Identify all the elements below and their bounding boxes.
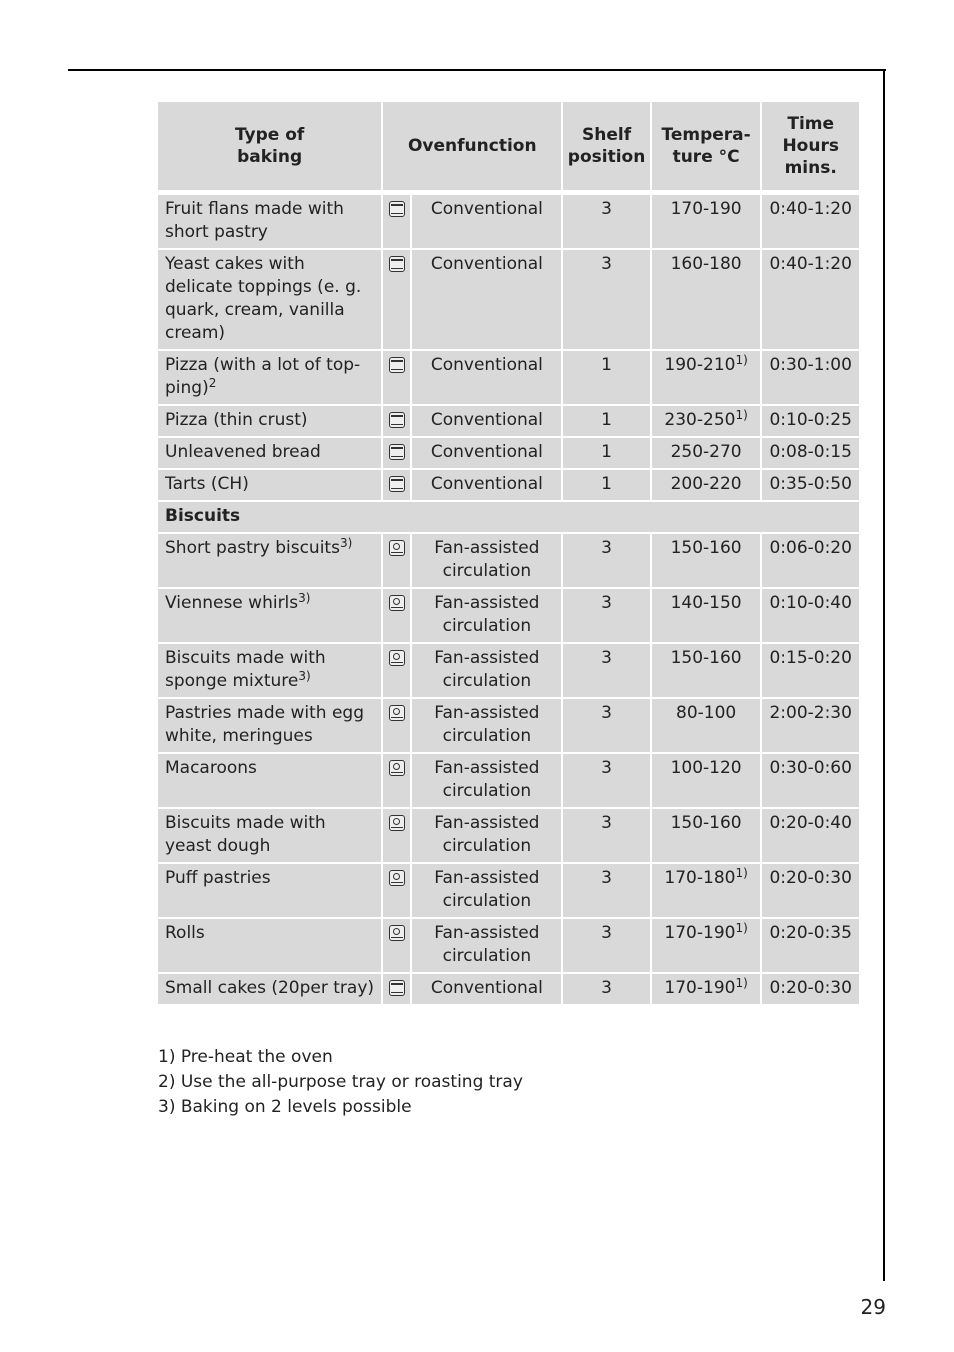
type-text: Fruit flans made with short pastry [165,199,344,242]
header-ovenfunction: Ovenfunction [383,102,561,193]
cell-temperature [652,919,761,972]
cell-type [158,250,381,349]
cell-function: Fan-assisted circulation [412,864,561,917]
temperature-text: 190-210 [664,355,736,375]
cell-time: 0:08-0:15 [762,438,859,468]
cell-time: 0:20-0:30 [762,974,859,1004]
table-body-biscuits [158,534,859,1004]
temperature-footnote: 1) [735,976,748,990]
type-text: Puff pastries [165,868,271,888]
header-type: Type of baking [158,102,381,193]
cell-shelf: 1 [563,406,650,436]
temperature-text: 150-160 [670,813,742,833]
cell-icon [383,864,410,917]
cell-shelf: 3 [563,974,650,1004]
cell-time: 0:30-0:60 [762,754,859,807]
table-section-biscuits [158,502,859,532]
cell-icon [383,644,410,697]
table-row [158,754,859,807]
cell-temperature [652,589,761,642]
cell-type [158,534,381,587]
cell-temperature [652,195,761,248]
cell-function: Conventional [412,195,561,248]
cell-shelf: 3 [563,644,650,697]
type-footnote: 3) [298,669,311,683]
temperature-text: 150-160 [670,648,742,668]
cell-type [158,406,381,436]
cell-shelf: 1 [563,470,650,500]
table-row [158,195,859,248]
cell-temperature [652,864,761,917]
footnote-3: 3) Baking on 2 levels possible [158,1097,412,1117]
cell-shelf: 3 [563,864,650,917]
type-footnote: 3) [298,591,311,605]
type-text: Small cakes (20per tray) [165,978,375,998]
temperature-text: 170-180 [664,868,736,888]
top-rule [68,69,886,71]
cell-temperature [652,644,761,697]
temperature-footnote: 1) [735,408,748,422]
cell-function: Conventional [412,351,561,404]
cell-icon [383,406,410,436]
fan-circulation-icon [389,815,405,831]
fan-circulation-icon [389,870,405,886]
cell-function: Fan-assisted circulation [412,919,561,972]
baking-table [156,100,861,1006]
cell-shelf: 3 [563,699,650,752]
table-row [158,250,859,349]
cell-function: Conventional [412,974,561,1004]
cell-temperature [652,351,761,404]
type-footnote: 2 [208,376,217,390]
temperature-text: 170-190 [670,199,742,219]
temperature-footnote: 1) [735,353,748,367]
cell-shelf: 3 [563,809,650,862]
cell-type [158,351,381,404]
cell-function: Conventional [412,406,561,436]
cell-temperature [652,438,761,468]
cell-function: Fan-assisted circulation [412,809,561,862]
cell-type [158,974,381,1004]
section-label: Biscuits [158,502,859,532]
cell-type [158,589,381,642]
cell-time: 0:40-1:20 [762,250,859,349]
type-text: Biscuits made with yeast dough [165,813,326,856]
cell-icon [383,589,410,642]
temperature-text: 150-160 [670,538,742,558]
table-row [158,864,859,917]
temperature-text: 170-190 [664,978,736,998]
cell-icon [383,195,410,248]
type-text: Macaroons [165,758,257,778]
cell-time: 0:06-0:20 [762,534,859,587]
cell-function: Fan-assisted circulation [412,534,561,587]
table-row [158,644,859,697]
cell-temperature [652,534,761,587]
table-row [158,534,859,587]
cell-time: 0:20-0:40 [762,809,859,862]
type-footnote: 3) [339,536,353,550]
cell-temperature [652,250,761,349]
type-text: Biscuits made with sponge mixture [165,648,326,691]
table-row [158,919,859,972]
cell-icon [383,351,410,404]
fan-circulation-icon [389,760,405,776]
table-row [158,974,859,1004]
table-row [158,438,859,468]
temperature-text: 160-180 [670,254,742,274]
cell-type [158,809,381,862]
cell-time: 2:00-2:30 [762,699,859,752]
page-number: 29 [860,1295,886,1319]
type-text: Viennese whirls [165,593,299,613]
cell-type [158,644,381,697]
cell-temperature [652,699,761,752]
table-row [158,699,859,752]
cell-icon [383,754,410,807]
cell-shelf: 3 [563,250,650,349]
cell-time: 0:30-1:00 [762,351,859,404]
conventional-heat-icon [389,476,405,492]
temperature-text: 170-190 [664,923,736,943]
fan-circulation-icon [389,925,405,941]
table-row [158,406,859,436]
cell-type [158,919,381,972]
cell-icon [383,470,410,500]
footnote-2: 2) Use the all-purpose tray or roasting tray [158,1072,523,1092]
cell-function: Fan-assisted circulation [412,699,561,752]
cell-shelf: 3 [563,754,650,807]
type-text: Yeast cakes with delicate toppings (e. g. quark, cream, vanilla cream) [165,254,362,343]
conventional-heat-icon [389,980,405,996]
temperature-text: 100-120 [670,758,742,778]
cell-icon [383,250,410,349]
header-shelf: Shelf position [563,102,650,193]
temperature-text: 80-100 [676,703,737,723]
cell-type [158,754,381,807]
footnote-1: 1) Pre-heat the oven [158,1047,333,1067]
header-temperature: Tempera- ture °C [652,102,761,193]
cell-temperature [652,809,761,862]
cell-shelf: 3 [563,195,650,248]
fan-circulation-icon [389,650,405,666]
table-row [158,351,859,404]
temperature-text: 140-150 [670,593,742,613]
section-row [158,502,859,532]
type-text: Rolls [165,923,205,943]
cell-time: 0:10-0:25 [762,406,859,436]
table-body-cakes [158,195,859,500]
cell-type [158,195,381,248]
conventional-heat-icon [389,444,405,460]
cell-temperature [652,754,761,807]
cell-type [158,470,381,500]
cell-icon [383,919,410,972]
type-text: Tarts (CH) [165,474,249,494]
cell-function: Fan-assisted circulation [412,644,561,697]
cell-function: Conventional [412,470,561,500]
temperature-footnote: 1) [735,866,748,880]
conventional-heat-icon [389,412,405,428]
cell-shelf: 3 [563,589,650,642]
type-text: Short pastry biscuits [165,538,340,558]
cell-function: Conventional [412,250,561,349]
cell-time: 0:40-1:20 [762,195,859,248]
conventional-heat-icon [389,357,405,373]
cell-shelf: 3 [563,919,650,972]
table-row [158,589,859,642]
conventional-heat-icon [389,256,405,272]
temperature-footnote: 1) [735,921,748,935]
conventional-heat-icon [389,201,405,217]
type-text: Pastries made with egg white, meringues [165,703,365,746]
cell-function: Fan-assisted circulation [412,589,561,642]
cell-time: 0:10-0:40 [762,589,859,642]
header-time: Time Hours mins. [762,102,859,193]
cell-shelf: 1 [563,438,650,468]
cell-time: 0:15-0:20 [762,644,859,697]
cell-function: Conventional [412,438,561,468]
fan-circulation-icon [389,540,405,556]
cell-shelf: 3 [563,534,650,587]
cell-icon [383,534,410,587]
cell-type [158,864,381,917]
cell-function: Fan-assisted circulation [412,754,561,807]
table-row [158,809,859,862]
cell-temperature [652,406,761,436]
cell-temperature [652,974,761,1004]
table-row [158,470,859,500]
header-row [158,102,859,193]
cell-icon [383,699,410,752]
type-text: Unleavened bread [165,442,321,462]
temperature-text: 250-270 [670,442,742,462]
fan-circulation-icon [389,595,405,611]
type-text: Pizza (with a lot of top-ping) [165,355,361,398]
cell-time: 0:20-0:35 [762,919,859,972]
cell-icon [383,809,410,862]
footnotes [158,1045,523,1120]
cell-icon [383,974,410,1004]
temperature-text: 200-220 [670,474,742,494]
type-text: Pizza (thin crust) [165,410,308,430]
cell-shelf: 1 [563,351,650,404]
temperature-text: 230-250 [664,410,736,430]
cell-temperature [652,470,761,500]
cell-type [158,699,381,752]
side-rule [883,69,885,1281]
cell-time: 0:35-0:50 [762,470,859,500]
cell-type [158,438,381,468]
fan-circulation-icon [389,705,405,721]
cell-time: 0:20-0:30 [762,864,859,917]
cell-icon [383,438,410,468]
